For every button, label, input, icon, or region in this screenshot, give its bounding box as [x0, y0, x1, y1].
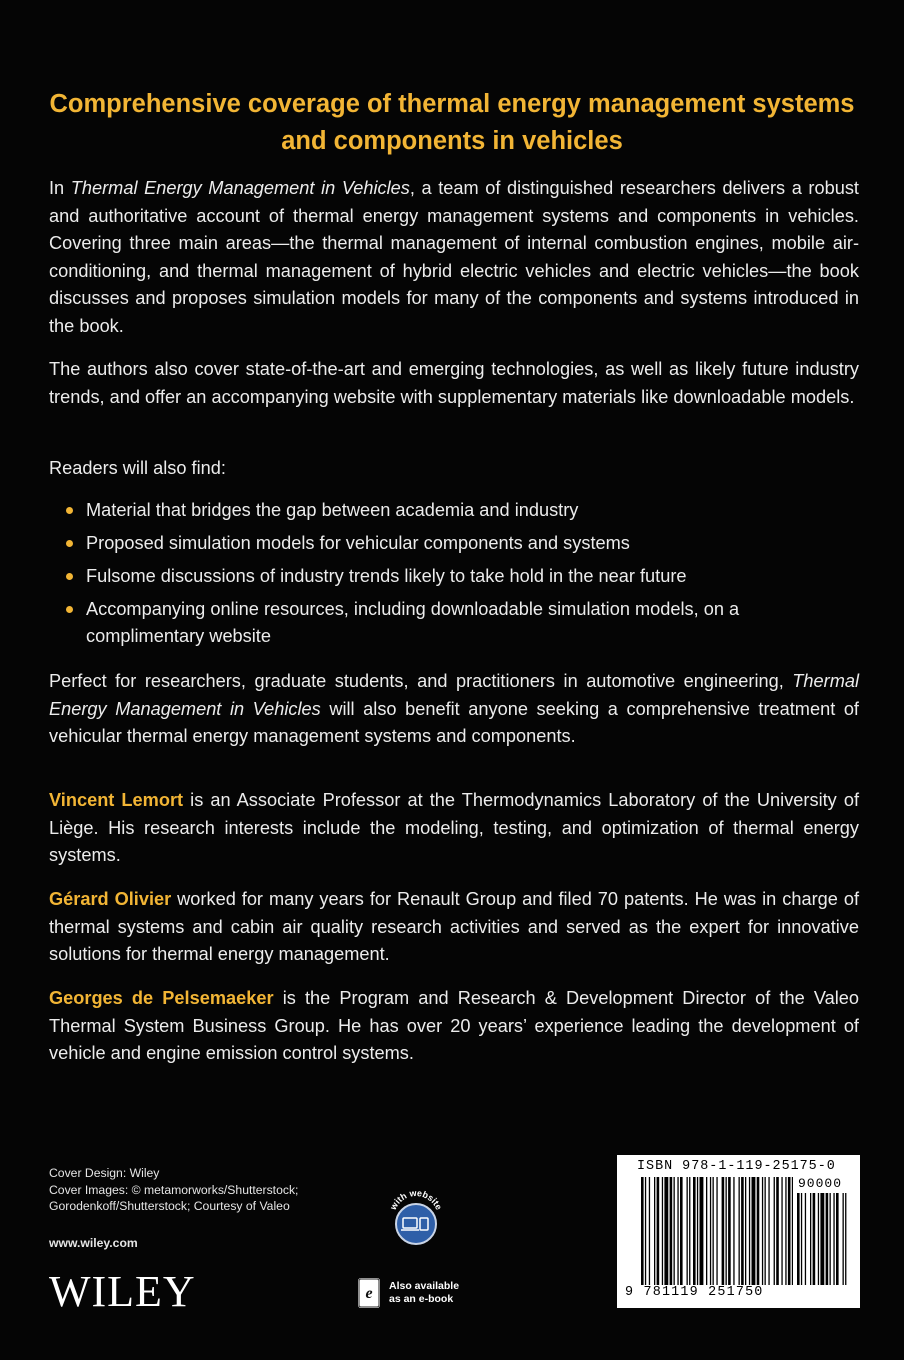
publisher-website[interactable]: www.wiley.com — [49, 1236, 138, 1250]
intro-paragraph — [49, 175, 859, 341]
cover-credits — [49, 1165, 298, 1215]
feature-list — [64, 497, 824, 656]
ebook-notice — [358, 1278, 459, 1308]
price-code: 90000 — [798, 1176, 843, 1191]
ebook-icon — [358, 1278, 380, 1308]
intro-book-title: Thermal Energy Management in Vehicles — [70, 178, 410, 198]
author-name: Gérard Olivier — [49, 889, 172, 909]
headline: Comprehensive coverage of thermal energy management systems and components in vehicles — [49, 90, 855, 155]
list-item-text: Accompanying online resources, including downloadable simulation models, on a complimentary website — [86, 599, 740, 646]
authors-cover-paragraph: The authors also cover state-of-the-art and emerging technologies, as well as likely future industry trends, and offer an accompanying website with supplementary materials like downloadable models. — [49, 359, 859, 407]
list-item-text: Material that bridges the gap between academia and industry — [86, 500, 579, 520]
list-item-text: Proposed simulation models for vehicular components and systems — [86, 533, 630, 553]
with-website-badge — [386, 1188, 446, 1248]
closing-rest: will also benefit anyone seeking a comprehensive treatment of vehicular thermal energy management systems and components. — [49, 698, 859, 747]
author-bio-text: is the Program and Research & Development Director of the Valeo Thermal System Business Group. He has over 20 years’ experience leading the development of vehicle and engine emission control systems. — [49, 988, 860, 1064]
publisher-logo: WILEY — [49, 1267, 196, 1316]
barcode-digits: 9 781119 251750 — [625, 1285, 764, 1300]
svg-text:e: e — [365, 1285, 373, 1302]
author-bio — [49, 787, 859, 870]
author-bio-text: is an Associate Professor at the Thermodynamics Laboratory of the University of Liège. His research interests include the modeling, testing, and optimization of thermal energy systems. — [49, 790, 859, 866]
list-item-text: Fulsome discussions of industry trends likely to take hold in the near future — [86, 566, 687, 586]
bullet-icon — [66, 606, 73, 613]
bullet-icon — [66, 540, 73, 547]
readers-intro: Readers will also find: — [49, 458, 226, 478]
ebook-line: Also available — [389, 1280, 460, 1292]
credit-line: Cover Images: © metamorworks/Shutterstock; — [49, 1182, 299, 1197]
credit-line: Cover Design: Wiley — [49, 1166, 160, 1180]
author-bio — [49, 985, 859, 1068]
author-name: Georges de Pelsemaeker — [49, 988, 274, 1008]
list-item — [64, 530, 824, 557]
intro-prefix: In — [49, 178, 71, 198]
list-item — [64, 563, 824, 590]
isbn-barcode — [617, 1155, 860, 1308]
bullet-icon — [66, 573, 73, 580]
author-bio — [49, 886, 859, 969]
closing-prefix: Perfect for researchers, graduate students, and practitioners in automotive engineering, — [49, 671, 793, 691]
author-name: Vincent Lemort — [49, 790, 184, 810]
credit-line: Gorodenkoff/Shutterstock; Courtesy of Valeo — [49, 1199, 290, 1213]
closing-paragraph — [49, 668, 859, 751]
isbn-text: ISBN 978-1-119-25175-0 — [637, 1159, 836, 1174]
closing-book-title: Thermal Energy Management in Vehicles — [49, 671, 859, 719]
intro-rest: , a team of distinguished researchers delivers a robust and authoritative account of thermal energy management systems and components in vehicles. Covering three main areas—the thermal management of internal combustion engines, mobile air-conditioning, and thermal management of hybrid electric vehicles and electric vehicles—the book discusses and proposes simulation models for many of the components and systems introduced in the book. — [49, 178, 859, 336]
list-item — [64, 497, 824, 524]
ebook-line: as an e-book — [389, 1293, 454, 1305]
list-item — [64, 596, 824, 650]
author-bio-text: worked for many years for Renault Group and filed 70 patents. He was in charge of thermal systems and cabin air quality research activities and served as the expert for innovative solutions for thermal energy management. — [49, 889, 859, 965]
badge-text: with website — [388, 1188, 445, 1212]
bullet-icon — [66, 507, 73, 514]
